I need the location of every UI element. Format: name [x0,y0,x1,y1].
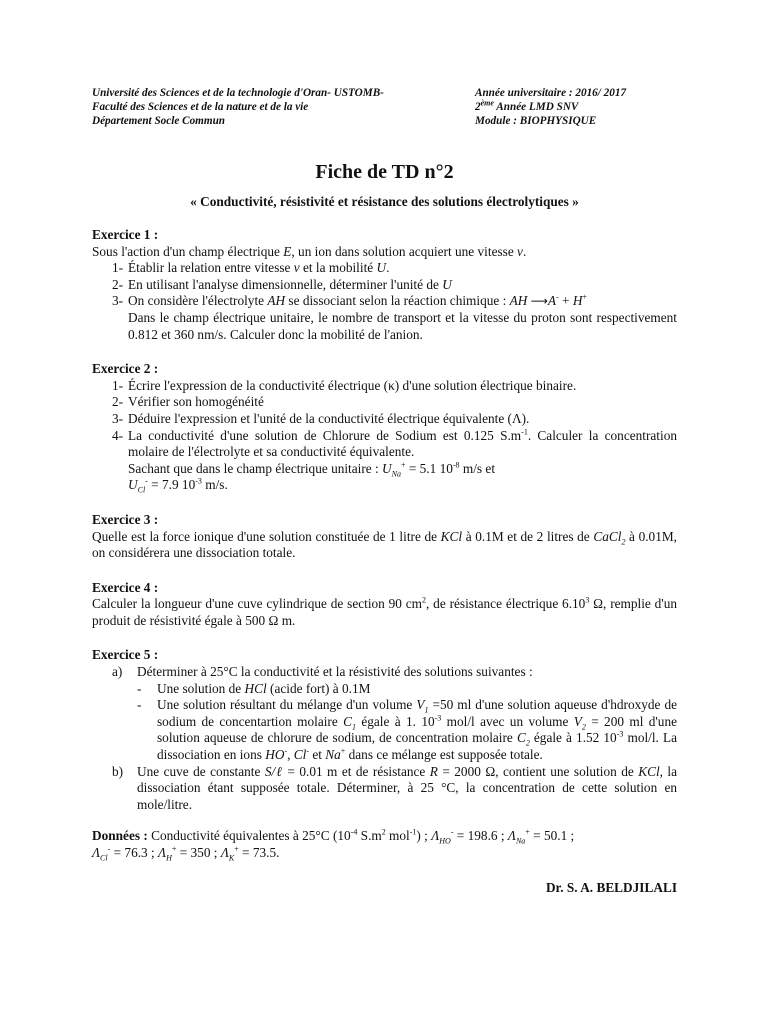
exercise-2 [92,361,677,494]
exercise-title: Exercice 3 : [92,511,159,527]
author-signature: Dr. S. A. BELDJILALI [545,879,677,895]
data-label: Données : [92,828,148,844]
exercise-title: Exercice 4 : [92,579,159,595]
document-header [92,86,677,130]
list-item: - Une solution de HCl (acide fort) à 0.1M [137,680,371,696]
list-item: 3- On considère l'électrolyte AH se dissociant selon la réaction chimique : AH ⟶A- + H+ Dans le champ électrique unitaire, le nombre de transport et la vitesse du proton sont respectivement 0.812 et 360 nm/s. Calculer donc la mobilité de l'anion. [112,292,677,342]
data-section: Données : Conductivité équivalentes à 25°C ($10^{-4}$ $S.m^2$ mol$^{-1}$) ; $\Lambda_{HO}^- = 198.6$ ; $\Lambda_{Na}^+ = 50.1$ ; $\Lambda_{Cl}^- = 76.3$ ; $\Lambda_H^+ = 350$ ; $\Lambda_K^+ = 73.5$. [92,827,575,863]
list-item: a) Déterminer à 25°C la conductivité et la résistivité des solutions suivantes : [112,664,533,680]
exercise-title: Exercice 5 : [92,647,159,663]
list-item: 3- Déduire l'expression et l'unité de la conductivité électrique équivalente (Λ). [112,410,530,426]
page-subtitle: « Conductivité, résistivité et résistance des solutions électrolytiques » [190,194,579,209]
exercise-5 [92,647,677,813]
question-list [92,260,677,343]
page-title: Fiche de TD n°2 [315,161,454,183]
faculty-name: Faculté des Sciences et de la nature et de la vie [92,101,309,114]
course-info-block [475,86,626,129]
academic-year: Année universitaire : 2016/ 2017 [475,87,627,99]
exercise-1 [92,227,677,343]
exercise-4 [92,580,677,630]
list-item: 1- Établir la relation entre vitesse v et la mobilité U. [112,260,390,276]
reaction-arrow-icon: ⟶ [530,294,548,309]
study-level: 2ème Année LMD SNV [475,98,579,114]
list-item: 1- Écrire l'expression de la conductivité électrique (κ) d'une solution électrique binaire. [112,377,577,393]
exercise-title: Exercice 1 : [92,227,159,242]
list-item: 4- La conductivité d'une solution de Chlorure de Sodium est 0.125 $S.m^{-1}$. Calculer la concentration molaire de l'électrolyte et sa conductivité équivalente. Sachant que dans le champ électrique unitaire : $U_{Na}^+ = 5.1$ $10^{-8}$ m/s et $U_{Cl}^- = 7.9$ $10^{-3}$ m/s. [112,427,677,495]
list-item: - Une solution résultant du mélange d'un volume $V_1 =50$ ml d'une solution aqueuse d'hdroxyde de sodium de concentartion molaire $C_1$ égale à 1. $10^{-3}$ mol/l avec un volume $V_2 = 200$ ml d'une solution aqueuse de chlorure de sodium, de concentration molaire $C_2$ égale à 1.52 $10^{-3}$ mol/l. La dissociation en ions HO-, Cl- et Na+ dans ce mélange est supposée totale. [137,697,678,763]
document-page [92,86,677,896]
question-list [92,378,677,494]
exercise-text: Calculer la longueur d'une cuve cylindrique de section 90 $cm^2$, de résistance électrique 6.10$^3$ Ω, remplie d'un produit de résistivité égale à 500 Ω m. [92,595,677,628]
list-item: 2- Vérifier son homogénéité [112,394,264,410]
list-item: 2- En utilisant l'analyse dimensionnelle, déterminer l'unité de U [112,276,452,292]
university-name: Université des Sciences et de la technologie d'Oran- USTOMB- [92,87,384,99]
module-name: Module : BIOPHYSIQUE [475,115,597,128]
exercise-title: Exercice 2 : [92,361,159,377]
exercise-text: Quelle est la force ionique d'une solution constituée de 1 litre de KCl à 0.1M et de 2 litres de CaCl$_2$ à 0.01M, on considérera une dissociation totale. [92,528,678,561]
institution-block [92,86,384,129]
department-name: Département Socle Commun [92,115,226,128]
exercise-3 [92,512,677,562]
list-item: b) Une cuve de constante S/ℓ = 0.01 m et de résistance R = 2000 Ω, contient une solution de KCl, la dissociation étant supposée totale. Déterminer, à 25 °C, la concentration de cette solution en mole/litre. [112,763,678,812]
exercise-intro: Sous l'action d'un champ électrique E, un ion dans solution acquiert une vitesse v. [92,243,527,259]
